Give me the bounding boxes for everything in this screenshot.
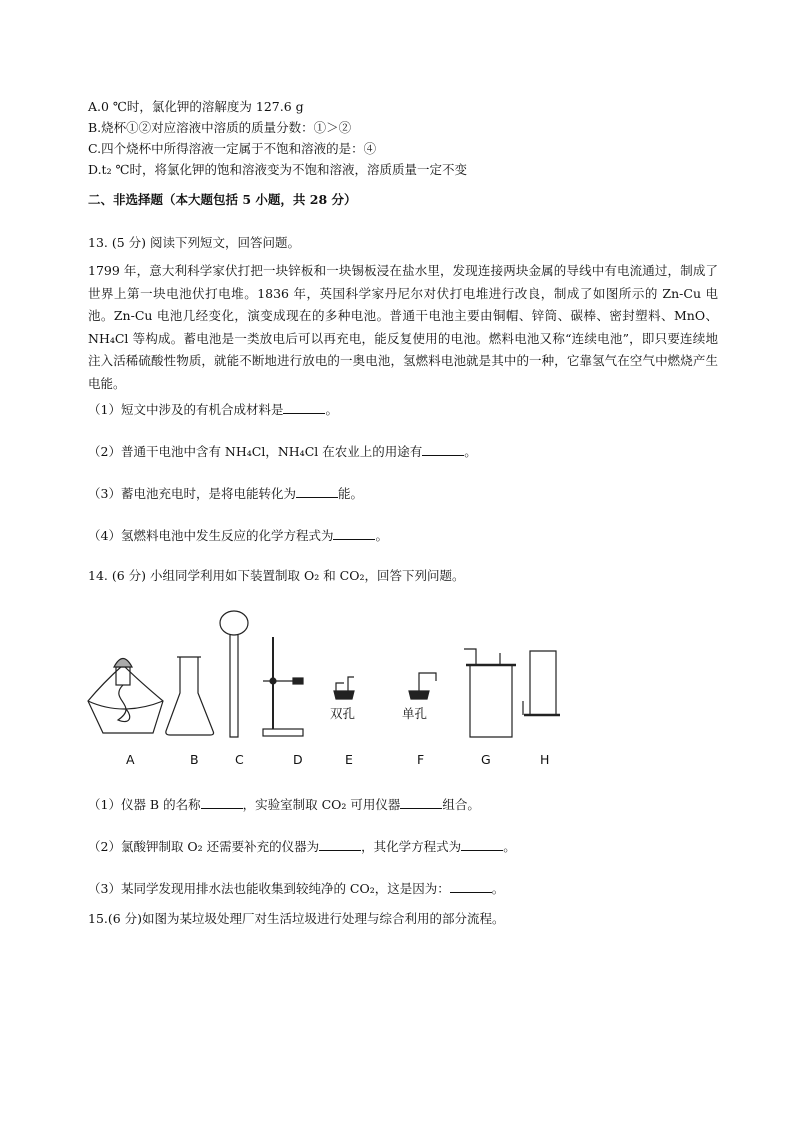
q14-sub2-text: （2）氯酸钾制取 O₂ 还需要补充的仪器为 (88, 839, 320, 854)
label-c: C (235, 752, 244, 767)
iron-stand-d (263, 637, 303, 736)
gas-jar-h (523, 651, 560, 715)
option-c: C.四个烧杯中所得溶液一定属于不饱和溶液的是：④ (88, 141, 377, 156)
apparatus-labels (0, 752, 794, 768)
label-d: D (293, 752, 303, 767)
q13-sub2 (88, 443, 477, 460)
label-e: E (345, 752, 353, 767)
q13-sub4-text: （4）氢燃料电池中发生反应的化学方程式为 (88, 528, 334, 543)
answer-blank[interactable] (201, 796, 243, 809)
answer-blank[interactable] (400, 796, 442, 809)
q13-sub4-end: 。 (375, 528, 388, 543)
label-b: B (190, 752, 199, 767)
answer-blank[interactable] (450, 880, 492, 893)
q13-sub1-end: 。 (325, 402, 338, 417)
q14-sub3 (88, 880, 504, 897)
section-heading: 二、非选择题（本大题包括 5 小题，共 28 分） (88, 192, 357, 207)
stopper-double-label: 双孔 (330, 706, 356, 721)
q14-sub3-end: 。 (491, 881, 505, 896)
q14-sub1-mid: ，实验室制取 CO₂ 可用仪器 (242, 797, 401, 812)
answer-blank[interactable] (333, 527, 375, 540)
label-f: F (417, 752, 425, 767)
q14-title: 14. (6 分) 小组同学利用如下装置制取 O₂ 和 CO₂，回答下列问题。 (88, 568, 465, 583)
label-a: A (126, 752, 135, 767)
q13-passage: 1799 年，意大利科学家伏打把一块锌板和一块锡板浸在盐水里，发现连接两块金属的导线中有电流通过，制成了世界上第一块电池伏打电堆。1836 年，英国科学家丹尼尔对伏打电堆进行改良，制成了如图所示的 Zn-Cu 电池。Zn-Cu 电池几经变化，演变成现在的多种电池。普通干电池主要由铜帽、锌筒、碳棒、密封塑料、MnO、NH₄Cl 等构成。蓄电池是一类放电后可以再充电，能反复使用的电池。燃料电池又称“连续电池”，即只要连续地注入活稀硫酸性物质，就能不断地进行放电的一奥电池，氢燃料电池就是其中的一种，它靠氢气在空气中燃烧产生电能。 (88, 263, 718, 391)
option-a: A.0 ℃时，氯化钾的溶解度为 127.6 g (88, 99, 304, 114)
conical-flask-b (166, 657, 214, 735)
q14-sub3-text: （3）某同学发现用排水法也能收集到较纯净的 CO₂，这是因为： (88, 881, 450, 896)
apparatus-figure (78, 605, 578, 745)
option-b: B.烧杯①②对应溶液中溶质的质量分数：①＞② (88, 120, 352, 135)
q13-sub1-text: （1）短文中涉及的有机合成材料是 (88, 402, 284, 417)
q13-sub2-text: （2）普通干电池中含有 NH₄Cl，NH₄Cl 在农业上的用途有 (88, 444, 423, 459)
q13-sub1 (88, 401, 338, 418)
q14-sub2-end: 。 (503, 839, 516, 854)
q13-sub3 (88, 485, 363, 502)
stopper-double-hole-e (334, 677, 354, 699)
thistle-funnel-c (220, 611, 248, 737)
label-h: H (540, 752, 550, 767)
option-d: D.t₂ ℃时，将氯化钾的饱和溶液变为不饱和溶液，溶质质量一定不变 (88, 162, 468, 177)
stopper-single-hole-f (409, 673, 436, 699)
label-g: G (481, 752, 491, 767)
q14-sub1-end: 组合。 (442, 797, 480, 812)
q15-title: 15.(6 分)如图为某垃圾处理厂对生活垃圾进行处理与综合利用的部分流程。 (88, 911, 505, 926)
q13-sub4 (88, 527, 388, 544)
q14-sub2-mid: ，其化学方程式为 (361, 839, 462, 854)
answer-blank[interactable] (422, 443, 464, 456)
q14-sub1 (88, 796, 480, 813)
answer-blank[interactable] (296, 485, 338, 498)
answer-blank[interactable] (283, 401, 325, 414)
answer-blank[interactable] (461, 838, 503, 851)
q13-title: 13. (5 分) 阅读下列短文，回答问题。 (88, 235, 301, 250)
q13-sub3-text: （3）蓄电池充电时，是将电能转化为 (88, 486, 296, 501)
q14-sub1-text: （1）仪器 B 的名称 (88, 797, 201, 812)
answer-blank[interactable] (319, 838, 361, 851)
q13-sub3-end: 能。 (337, 486, 363, 501)
alcohol-lamp-a (88, 659, 163, 734)
q13-sub2-end: 。 (464, 444, 477, 459)
gas-bottle-g (464, 649, 516, 737)
q14-sub2 (88, 838, 516, 855)
stopper-single-label: 单孔 (402, 706, 428, 721)
